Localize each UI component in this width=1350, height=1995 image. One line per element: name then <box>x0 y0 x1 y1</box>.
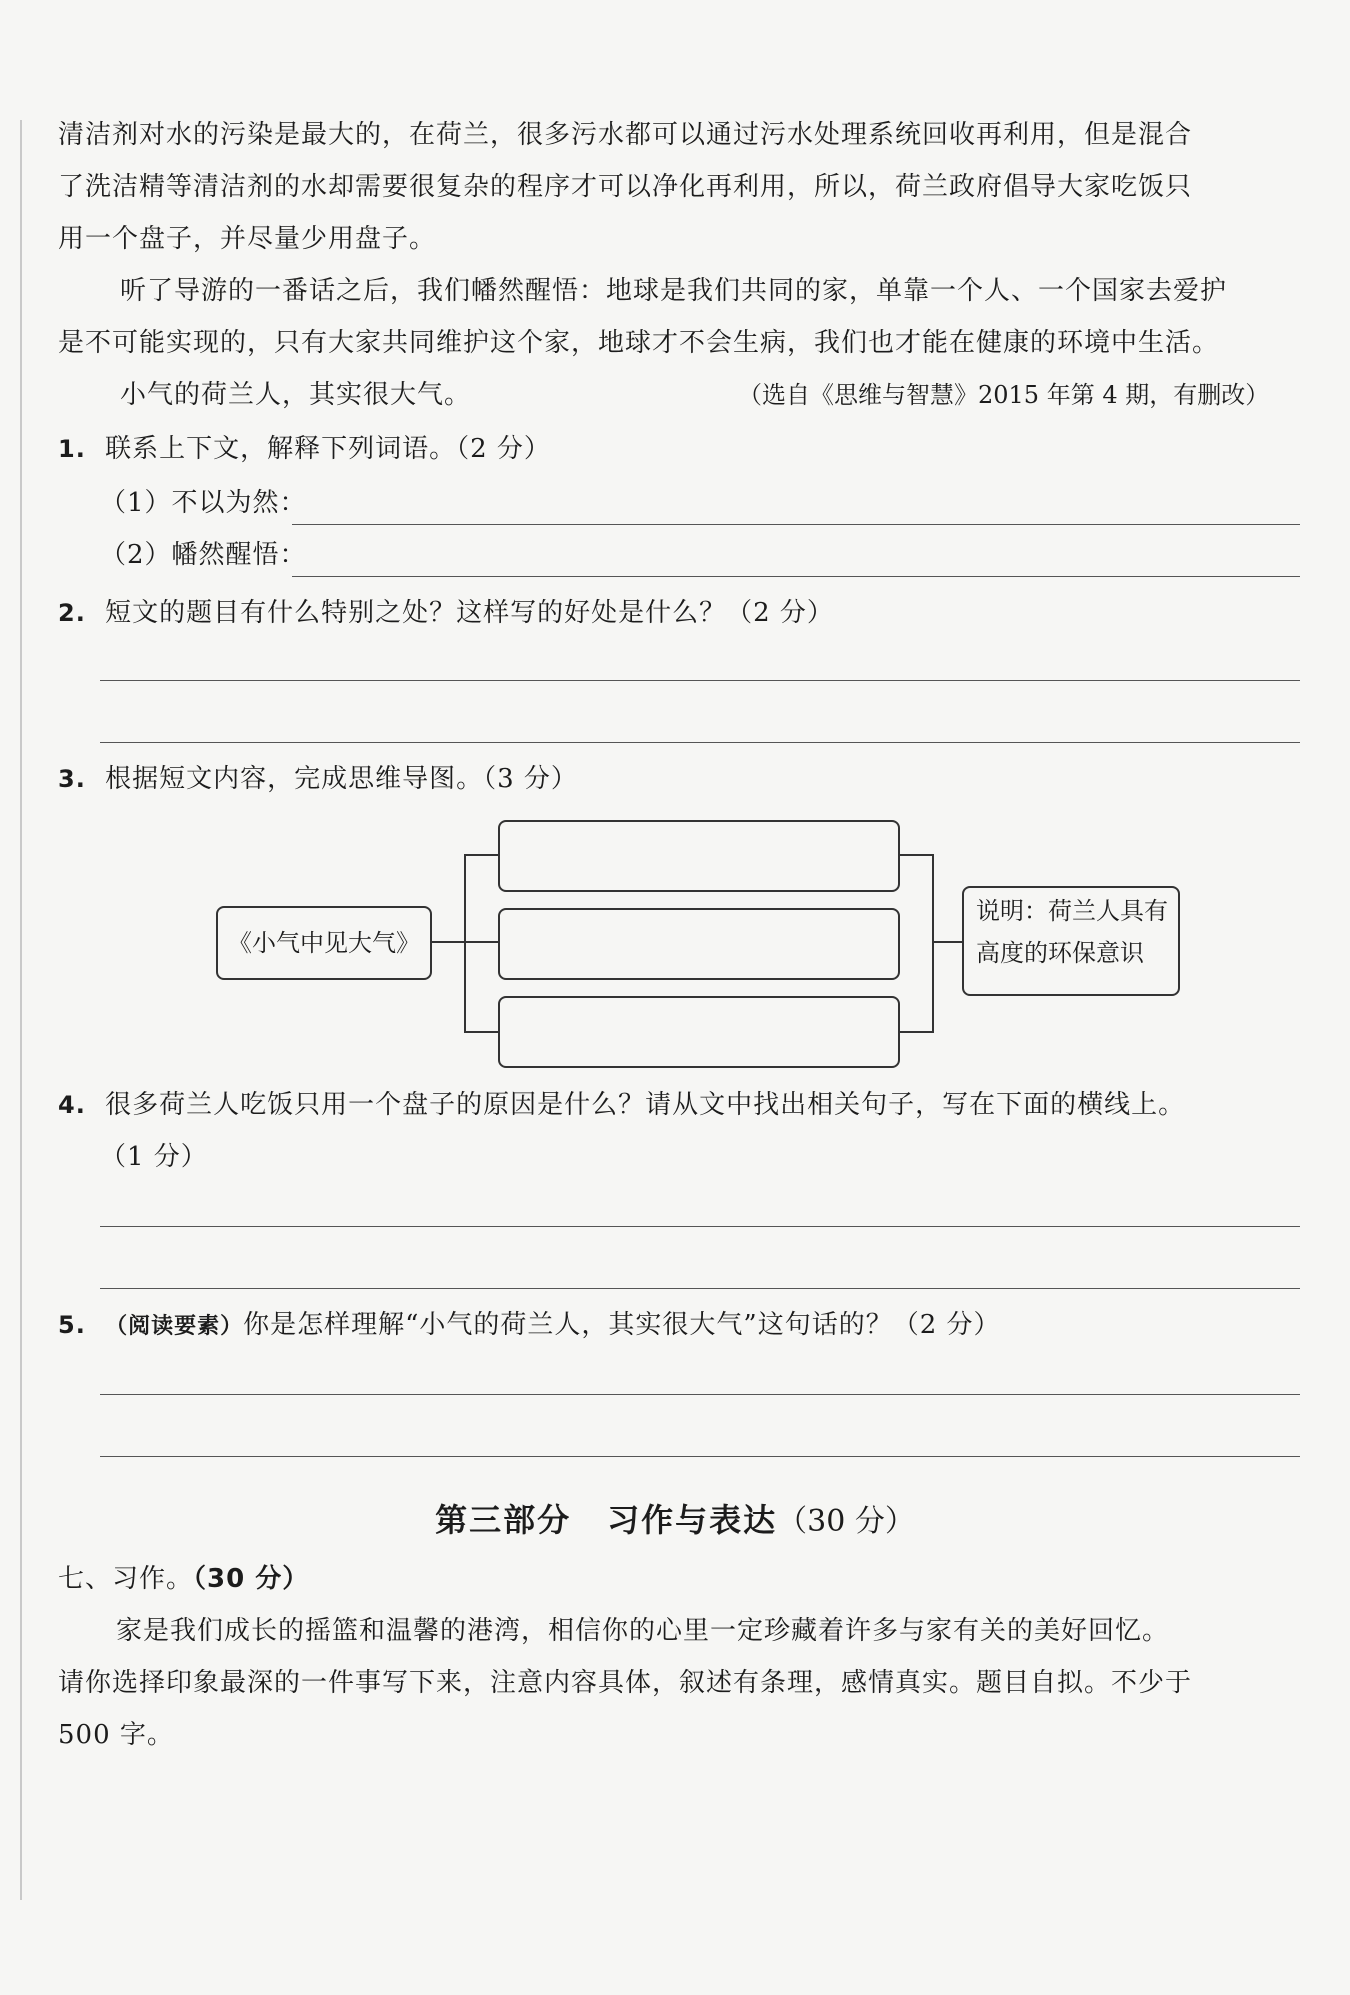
mindmap-blank-box-3[interactable] <box>498 996 900 1068</box>
question-2-text: 短文的题目有什么特别之处？这样写的好处是什么？（2 分） <box>105 598 834 628</box>
answer-line-5-2[interactable] <box>100 1456 1300 1457</box>
part3-title-sub: 习作与表达 <box>607 1501 778 1539</box>
question-4-score: （1 分） <box>100 1142 208 1172</box>
essay-line-3: 500 字。 <box>58 1720 174 1750</box>
question-2-number: 2. <box>58 599 86 627</box>
mindmap-root-label: 《小气中见大气》 <box>228 929 420 957</box>
question-5 <box>58 1308 1001 1344</box>
part3-title-main: 第三部分 <box>435 1501 572 1539</box>
mindmap-connector-bottom <box>464 1031 500 1033</box>
answer-line-2-2[interactable] <box>100 742 1300 743</box>
passage-line-2: 了洗洁精等清洁剂的水却需要很复杂的程序才可以净化再利用，所以，荷兰政府倡导大家吃饭只 <box>58 172 1193 202</box>
mindmap-right-connector-top <box>900 854 934 856</box>
question-3-number: 3. <box>58 765 86 793</box>
mindmap-right-bracket <box>932 854 934 1032</box>
mindmap-conclusion-line-1: 说明：荷兰人具有 <box>976 897 1168 925</box>
question-1-text: 联系上下文，解释下列词语。（2 分） <box>105 434 551 464</box>
mindmap-connector-root <box>432 941 464 943</box>
passage-line-5: 是不可能实现的，只有大家共同维护这个家，地球才不会生病，我们也才能在健康的环境中生活。 <box>58 328 1220 358</box>
answer-line-4-2[interactable] <box>100 1288 1300 1289</box>
question-2 <box>58 596 834 630</box>
mindmap-right-connector-middle <box>932 941 964 943</box>
question-3 <box>58 762 578 796</box>
question-1 <box>58 432 551 466</box>
essay-heading <box>58 1562 309 1596</box>
part3-title-score: （30 分） <box>777 1504 915 1539</box>
mindmap-conclusion-box <box>962 886 1180 996</box>
question-4-text: 很多荷兰人吃饭只用一个盘子的原因是什么？请从文中找出相关句子，写在下面的横线上。 <box>105 1090 1186 1120</box>
question-1-sub-2-label: （2）幡然醒悟： <box>100 540 307 570</box>
binding-margin-line <box>20 120 22 1900</box>
answer-line-1-1[interactable] <box>292 524 1300 525</box>
question-4-number: 4. <box>58 1091 86 1119</box>
mindmap-connector-top <box>464 854 500 856</box>
answer-line-2-1[interactable] <box>100 680 1300 681</box>
mindmap-left-bracket <box>464 854 466 1032</box>
passage-line-4: 听了导游的一番话之后，我们幡然醒悟：地球是我们共同的家，单靠一个人、一个国家去爱护 <box>120 276 1228 306</box>
mindmap-right-connector-bottom <box>900 1031 934 1033</box>
part3-title <box>0 1500 1350 1542</box>
question-5-tag: （阅读要素） <box>105 1314 244 1339</box>
passage-line-1: 清洁剂对水的污染是最大的，在荷兰，很多污水都可以通过污水处理系统回收再利用，但是混合 <box>58 120 1193 150</box>
passage-source: （选自《思维与智慧》2015 年第 4 期，有删改） <box>738 381 1270 409</box>
mindmap-blank-box-2[interactable] <box>498 908 900 980</box>
question-1-sub-1-label: （1）不以为然： <box>100 488 307 518</box>
passage-line-6: 小气的荷兰人，其实很大气。 <box>120 380 472 410</box>
question-3-text: 根据短文内容，完成思维导图。（3 分） <box>105 764 578 794</box>
mindmap-conclusion-line-2: 高度的环保意识 <box>976 939 1144 967</box>
mindmap-blank-box-1[interactable] <box>498 820 900 892</box>
passage-line-3: 用一个盘子，并尽量少用盘子。 <box>58 224 437 254</box>
question-5-text: 你是怎样理解“小气的荷兰人，其实很大气”这句话的？（2 分） <box>243 1310 1001 1340</box>
question-4 <box>58 1088 1185 1122</box>
answer-line-1-2[interactable] <box>292 576 1300 577</box>
essay-line-2: 请你选择印象最深的一件事写下来，注意内容具体，叙述有条理，感情真实。题目自拟。不少于 <box>58 1668 1193 1698</box>
mindmap-root-box <box>216 906 432 980</box>
essay-heading-score: （30 分） <box>193 1564 310 1594</box>
question-5-number: 5. <box>58 1311 86 1339</box>
essay-heading-label: 七、习作。 <box>58 1564 194 1594</box>
essay-line-1: 家是我们成长的摇篮和温馨的港湾，相信你的心里一定珍藏着许多与家有关的美好回忆。 <box>116 1616 1170 1646</box>
answer-line-5-1[interactable] <box>100 1394 1300 1395</box>
answer-line-4-1[interactable] <box>100 1226 1300 1227</box>
mindmap-connector-middle <box>464 941 500 943</box>
question-1-number: 1. <box>58 435 86 463</box>
